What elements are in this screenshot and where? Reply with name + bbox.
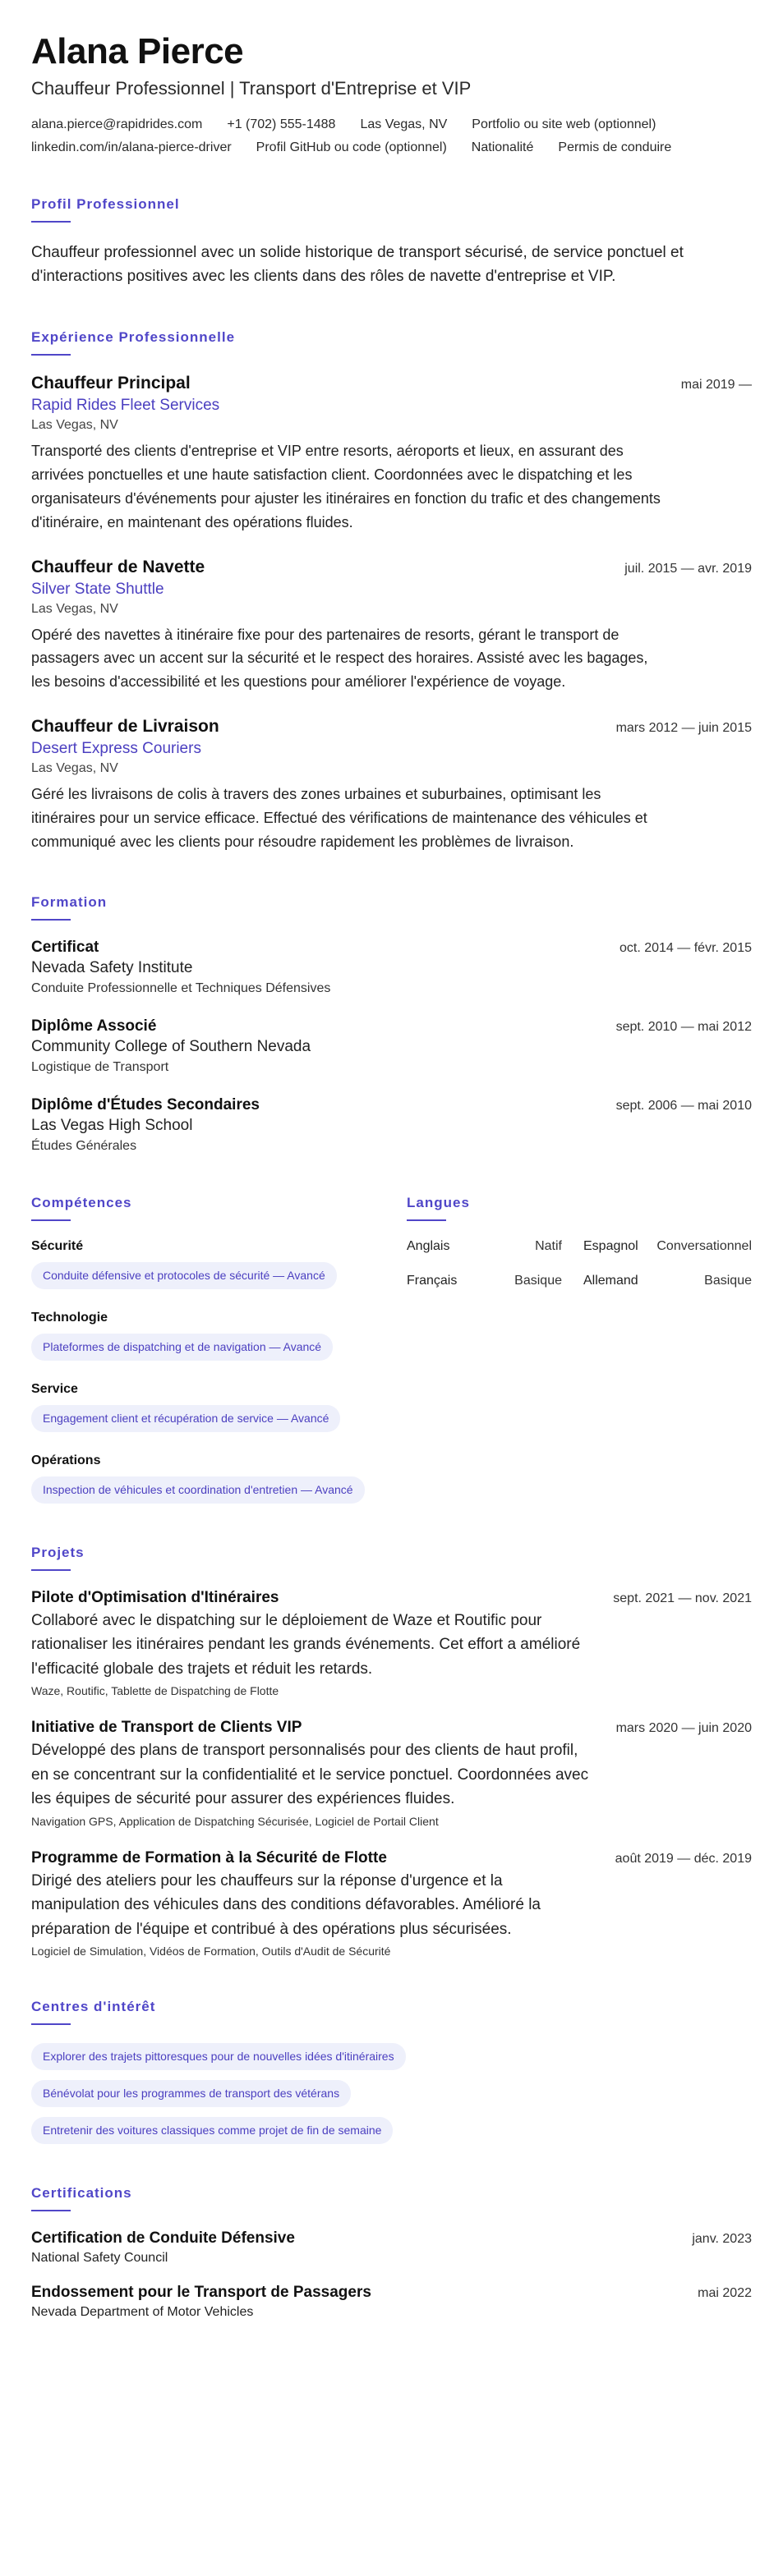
skill-group <box>31 1239 407 1289</box>
contact-nationality: Nationalité <box>471 140 534 154</box>
language-name: Espagnol <box>583 1239 638 1254</box>
language-item <box>573 1274 752 1288</box>
project-description: Collaboré avec le dispatching sur le déploiement de Waze et Routific pour rationaliser les itinéraires pendant les grands événements. Cet effort a amélioré l'efficacité globale des trajets et réduit les retards. <box>31 1612 581 1678</box>
education-date: sept. 2006 — mai 2010 <box>615 1099 752 1114</box>
school-name: Las Vegas High School <box>31 1117 193 1135</box>
study-field: Conduite Professionnelle et Techniques Défensives <box>31 981 331 996</box>
experience-entry <box>31 717 752 853</box>
contact-phone[interactable]: +1 (702) 555-1488 <box>227 117 336 131</box>
contact-location: Las Vegas, NV <box>360 117 448 131</box>
job-description: Transporté des clients d'entreprise et VIP entre resorts, aéroports et lieux, en assurant des arrivées ponctuelles et une haute satisfaction client. Coordonnées avec le dispatching et les organisateurs d'événements pour ajuster les itinéraires en fonction du trafic et des changements d'itinéraire, en maintenant des opérations fluides. <box>31 443 661 530</box>
education-entry <box>31 939 752 996</box>
section-title: Langues <box>407 1195 470 1211</box>
skill-group <box>31 1311 407 1361</box>
certification-issuer: Nevada Department of Motor Vehicles <box>31 2304 254 2319</box>
job-date: mars 2012 — juin 2015 <box>615 721 752 736</box>
section-divider <box>31 221 71 223</box>
candidate-name: Alana Pierce <box>31 31 244 71</box>
certification-entry <box>31 2229 752 2266</box>
project-tech: Navigation GPS, Application de Dispatching Sécurisée, Logiciel de Portail Client <box>31 1814 439 1828</box>
resume-header <box>31 31 752 155</box>
language-level: Conversationnel <box>656 1239 752 1254</box>
education-date: oct. 2014 — févr. 2015 <box>619 941 752 956</box>
certification-date: janv. 2023 <box>692 2231 752 2246</box>
skills-languages-row <box>31 1195 752 1525</box>
section-title: Compétences <box>31 1195 132 1211</box>
section-divider <box>31 354 71 356</box>
language-level: Basique <box>704 1274 752 1288</box>
experience-entry <box>31 374 752 534</box>
school-name: Nevada Safety Institute <box>31 959 193 977</box>
skill-pill: Conduite défensive et protocoles de sécurité — Avancé <box>31 1262 337 1289</box>
job-date: juil. 2015 — avr. 2019 <box>624 561 752 576</box>
language-item <box>407 1239 573 1254</box>
contact-linkedin[interactable]: linkedin.com/in/alana-pierce-driver <box>31 140 232 154</box>
project-title: Programme de Formation à la Sécurité de Flotte <box>31 1848 387 1867</box>
job-company: Desert Express Couriers <box>31 740 201 758</box>
project-date: mars 2020 — juin 2020 <box>615 1721 752 1736</box>
skill-pill: Inspection de véhicules et coordination d'entretien — Avancé <box>31 1476 365 1504</box>
section-divider <box>31 2210 71 2211</box>
interest-pill: Entretenir des voitures classiques comme projet de fin de semaine <box>31 2117 393 2144</box>
language-item <box>407 1274 573 1288</box>
interest-pill: Bénévolat pour les programmes de transport des vétérans <box>31 2080 351 2107</box>
certifications-section <box>31 2185 752 2320</box>
education-entry <box>31 1017 752 1075</box>
project-tech: Logiciel de Simulation, Vidéos de Formation, Outils d'Audit de Sécurité <box>31 1944 391 1958</box>
profile-section <box>31 196 752 289</box>
language-level: Natif <box>535 1239 562 1254</box>
skill-group <box>31 1453 407 1504</box>
project-entry <box>31 1719 752 1827</box>
languages-section <box>407 1195 752 1525</box>
job-company: Rapid Rides Fleet Services <box>31 397 220 415</box>
skill-category: Sécurité <box>31 1239 84 1254</box>
certification-title: Endossement pour le Transport de Passagers <box>31 2283 371 2301</box>
project-date: sept. 2021 — nov. 2021 <box>613 1591 752 1605</box>
job-title: Chauffeur Principal <box>31 374 191 393</box>
study-field: Logistique de Transport <box>31 1060 169 1075</box>
project-description: Développé des plans de transport personnalisés pour des clients de haut profil, en se concentrant sur la confidentialité et le service ponctuel. Coordonnées avec les équipes de sécurité pour assurer des expériences fluides. <box>31 1742 589 1808</box>
job-description: Opéré des navettes à itinéraire fixe pour des partenaires de resorts, gérant le transport de passagers avec un accent sur la sécurité et le respect des horaires. Assisté avec les bagages, les besoins d'accessibilité et les questions pour améliorer l'expérience de voyage. <box>31 626 648 691</box>
section-divider <box>31 1569 71 1571</box>
experience-entry <box>31 558 752 694</box>
skill-category: Service <box>31 1382 78 1397</box>
certification-issuer: National Safety Council <box>31 2250 168 2265</box>
degree-title: Diplôme d'Études Secondaires <box>31 1096 260 1114</box>
school-name: Community College of Southern Nevada <box>31 1038 311 1056</box>
section-title: Centres d'intérêt <box>31 1998 156 2014</box>
skill-pill: Plateformes de dispatching et de navigation — Avancé <box>31 1334 333 1361</box>
job-title: Chauffeur de Navette <box>31 557 205 576</box>
project-title: Pilote d'Optimisation d'Itinéraires <box>31 1589 279 1606</box>
skill-category: Opérations <box>31 1453 101 1468</box>
project-entry <box>31 1849 752 1958</box>
job-location: Las Vegas, NV <box>31 761 118 776</box>
job-location: Las Vegas, NV <box>31 601 118 616</box>
project-tech: Waze, Routific, Tablette de Dispatching de Flotte <box>31 1684 279 1698</box>
skill-pill: Engagement client et récupération de service — Avancé <box>31 1405 340 1432</box>
language-name: Français <box>407 1274 458 1288</box>
skill-group <box>31 1382 407 1432</box>
language-name: Allemand <box>583 1274 638 1288</box>
job-company: Silver State Shuttle <box>31 580 164 598</box>
certification-title: Certification de Conduite Défensive <box>31 2229 295 2247</box>
job-date: mai 2019 — <box>680 378 752 393</box>
contact-email[interactable]: alana.pierce@rapidrides.com <box>31 117 203 131</box>
language-item <box>573 1239 752 1254</box>
job-title: Chauffeur de Livraison <box>31 717 219 737</box>
interest-pill: Explorer des trajets pittoresques pour de nouvelles idées d'itinéraires <box>31 2043 406 2070</box>
contact-portfolio[interactable]: Portfolio ou site web (optionnel) <box>472 117 656 131</box>
interests-section <box>31 1999 752 2144</box>
certification-entry <box>31 2284 752 2320</box>
language-name: Anglais <box>407 1239 450 1254</box>
language-grid <box>407 1239 752 1288</box>
education-entry <box>31 1096 752 1154</box>
section-divider <box>31 2023 71 2025</box>
contact-license: Permis de conduire <box>558 140 672 154</box>
certification-date: mai 2022 <box>698 2285 752 2300</box>
projects-section <box>31 1545 752 1958</box>
section-divider <box>31 1219 71 1221</box>
candidate-headline: Chauffeur Professionnel | Transport d'Entreprise et VIP <box>31 77 472 99</box>
degree-title: Certificat <box>31 939 99 957</box>
section-title: Certifications <box>31 2184 132 2201</box>
profile-text: Chauffeur professionnel avec un solide historique de transport sécurisé, de service ponctuel et d'interactions positives avec les clients dans des rôles de navette d'entreprise et VIP. <box>31 243 684 286</box>
skills-section <box>31 1195 407 1525</box>
skill-category: Technologie <box>31 1311 108 1325</box>
section-title: Expérience Professionnelle <box>31 329 236 346</box>
project-description: Dirigé des ateliers pour les chauffeurs sur la réponse d'urgence et la manipulation des véhicules dans des conditions défavorables. Amélioré la préparation de l'équipe et contribué à des opérations plus sécurisées. <box>31 1871 541 1938</box>
project-title: Initiative de Transport de Clients VIP <box>31 1719 302 1737</box>
experience-section <box>31 329 752 853</box>
section-divider <box>31 919 71 921</box>
section-divider <box>407 1219 446 1221</box>
project-entry <box>31 1589 752 1697</box>
degree-title: Diplôme Associé <box>31 1017 157 1035</box>
education-section <box>31 894 752 1154</box>
education-date: sept. 2010 — mai 2012 <box>615 1020 752 1035</box>
contact-github[interactable]: Profil GitHub ou code (optionnel) <box>256 140 447 154</box>
job-description: Géré les livraisons de colis à travers des zones urbaines et suburbaines, optimisant les itinéraires pour un service efficace. Effectué des vérifications de maintenance des véhicules et communiqué avec les clients pour résoudre rapidement les problèmes de livraison. <box>31 786 647 850</box>
study-field: Études Générales <box>31 1139 137 1154</box>
section-title: Projets <box>31 1545 85 1560</box>
section-title: Profil Professionnel <box>31 195 180 212</box>
section-title: Formation <box>31 894 108 911</box>
contact-list <box>31 117 752 155</box>
job-location: Las Vegas, NV <box>31 418 118 433</box>
project-date: août 2019 — déc. 2019 <box>615 1851 752 1866</box>
language-level: Basique <box>514 1274 562 1288</box>
